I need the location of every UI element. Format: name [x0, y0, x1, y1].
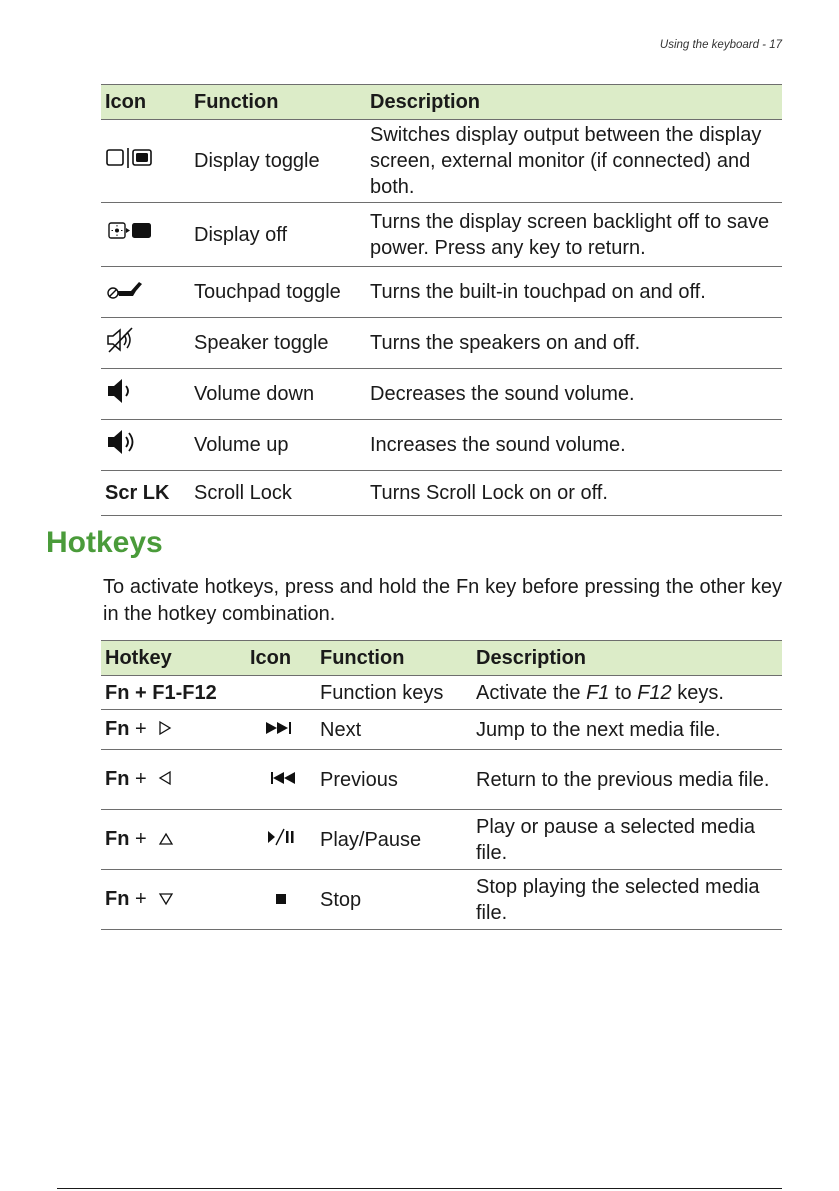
next-track-icon — [264, 717, 298, 743]
function-description: Turns the display screen backlight off to save power. Press any key to return. — [366, 203, 782, 267]
function-keys-table — [101, 84, 782, 516]
footer-rule — [57, 1188, 782, 1189]
column-header-hotkey: Hotkey — [101, 641, 246, 676]
function-description: Stop playing the selected media file. — [472, 870, 782, 930]
display-off-icon — [105, 220, 155, 249]
table-row — [101, 676, 782, 710]
function-label: Volume down — [190, 369, 366, 420]
play-pause-icon — [264, 827, 298, 853]
speaker-toggle-icon — [105, 326, 137, 361]
left-arrow-icon — [158, 767, 172, 793]
function-description: Activate the F1 to F12 keys. — [472, 676, 782, 710]
function-label: Speaker toggle — [190, 318, 366, 369]
table-row — [101, 870, 782, 930]
volume-down-icon — [105, 377, 137, 412]
table-row — [101, 750, 782, 810]
function-label: Stop — [316, 870, 472, 930]
table-header-row — [101, 641, 782, 676]
column-header-description: Description — [472, 641, 782, 676]
hotkey-label: Fn + — [101, 870, 246, 930]
function-description: Turns the speakers on and off. — [366, 318, 782, 369]
table-row — [101, 369, 782, 420]
display-toggle-icon — [105, 147, 155, 176]
table-row — [101, 203, 782, 267]
function-description: Switches display output between the display screen, external monitor (if connected) and both. — [366, 120, 782, 203]
function-description: Play or pause a selected media file. — [472, 810, 782, 870]
column-header-function: Function — [190, 85, 366, 120]
volume-up-icon — [105, 428, 141, 463]
touchpad-toggle-icon — [105, 277, 145, 308]
function-label: Scroll Lock — [190, 471, 366, 516]
table-row — [101, 810, 782, 870]
table-row — [101, 120, 782, 203]
table-row — [101, 710, 782, 750]
function-description: Turns the built-in touchpad on and off. — [366, 267, 782, 318]
table-row — [101, 420, 782, 471]
function-description: Jump to the next media file. — [472, 710, 782, 750]
hotkeys-intro-paragraph: To activate hotkeys, press and hold the Fn key before pressing the other key in the hotkey combination. — [103, 576, 782, 625]
stop-icon — [274, 887, 288, 913]
function-description: Increases the sound volume. — [366, 420, 782, 471]
function-label: Play/Pause — [316, 810, 472, 870]
table-row — [101, 471, 782, 516]
right-arrow-icon — [158, 717, 172, 743]
table-row — [101, 267, 782, 318]
column-header-icon: Icon — [246, 641, 316, 676]
hotkey-label: Fn + F1-F12 — [101, 676, 246, 710]
hotkey-label: Fn + — [101, 710, 246, 750]
previous-track-icon — [264, 767, 298, 793]
hotkeys-table — [101, 640, 782, 930]
function-description: Return to the previous media file. — [472, 750, 782, 810]
function-label: Display toggle — [190, 120, 366, 203]
function-label: Volume up — [190, 420, 366, 471]
down-arrow-icon — [158, 887, 174, 913]
up-arrow-icon — [158, 827, 174, 853]
hotkey-label: Fn + — [101, 750, 246, 810]
table-row — [101, 318, 782, 369]
column-header-description: Description — [366, 85, 782, 120]
running-header: Using the keyboard - 17 — [659, 39, 782, 51]
table-header-row — [101, 85, 782, 120]
section-heading-hotkeys: Hotkeys — [46, 526, 163, 559]
scroll-lock-key-label: Scr LK — [101, 471, 190, 516]
function-label: Display off — [190, 203, 366, 267]
column-header-icon: Icon — [101, 85, 190, 120]
function-description: Decreases the sound volume. — [366, 369, 782, 420]
function-label: Next — [316, 710, 472, 750]
function-label: Touchpad toggle — [190, 267, 366, 318]
column-header-function: Function — [316, 641, 472, 676]
function-description: Turns Scroll Lock on or off. — [366, 471, 782, 516]
function-label: Function keys — [316, 676, 472, 710]
function-label: Previous — [316, 750, 472, 810]
hotkey-label: Fn + — [101, 810, 246, 870]
